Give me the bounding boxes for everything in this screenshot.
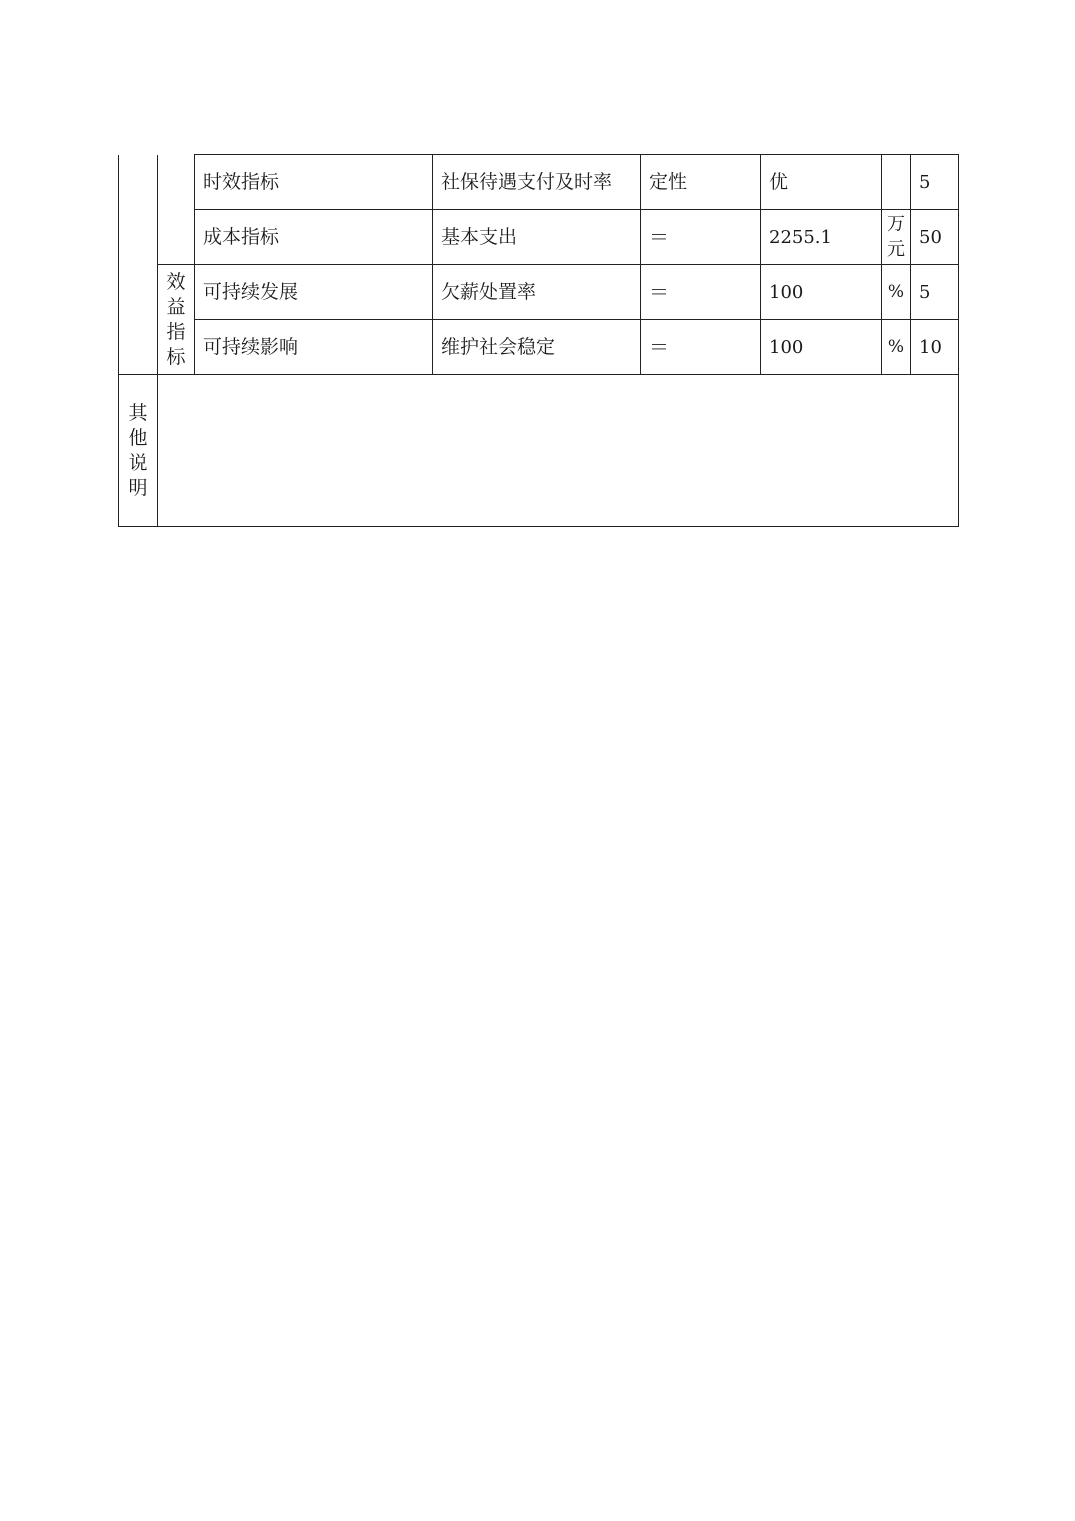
label-char: 益	[166, 295, 186, 318]
notes-content	[158, 375, 959, 527]
label-char: 标	[166, 345, 186, 368]
label-char: 其	[128, 401, 148, 424]
target-value-cell: 100	[761, 320, 882, 375]
level2-indicator-cell: 成本指标	[195, 210, 433, 265]
notes-row	[119, 375, 959, 527]
level3-indicator-cell: 欠薪处置率	[433, 265, 641, 320]
table-row	[119, 265, 959, 320]
level1-continuation-cell	[119, 155, 158, 375]
target-value-cell: 100	[761, 265, 882, 320]
level2-indicator-cell	[195, 320, 433, 375]
operator-cell: ＝	[641, 210, 761, 265]
unit-cell: %	[882, 265, 911, 320]
level3-indicator-cell: 维护社会稳定	[433, 320, 641, 375]
score-cell: 50	[911, 210, 959, 265]
table-row	[119, 320, 959, 375]
operator-cell: ＝	[641, 320, 761, 375]
table-row	[119, 155, 959, 210]
notes-label	[119, 375, 158, 527]
score-cell: 5	[911, 265, 959, 320]
benefit-indicator-label	[158, 265, 195, 375]
unit-cell	[882, 155, 911, 210]
level3-indicator-cell: 社保待遇支付及时率	[433, 155, 641, 210]
level3-indicator-cell: 基本支出	[433, 210, 641, 265]
unit-char: 万	[887, 214, 905, 235]
operator-cell: 定性	[641, 155, 761, 210]
operator-cell: ＝	[641, 265, 761, 320]
target-value-cell: 2255.1	[761, 210, 882, 265]
score-cell: 10	[911, 320, 959, 375]
label-char: 说	[128, 451, 148, 474]
label-char: 效	[166, 270, 186, 293]
label-char: 他	[128, 426, 148, 449]
level2-text: 可持续影响	[203, 335, 299, 358]
level2-indicator-cell	[195, 265, 433, 320]
unit-char: 元	[887, 239, 905, 260]
label-char: 指	[166, 320, 186, 343]
target-value-cell: 优	[761, 155, 882, 210]
unit-cell	[882, 210, 911, 265]
performance-indicator-table	[118, 154, 959, 527]
table-row	[119, 210, 959, 265]
label-char: 明	[128, 476, 148, 499]
output-continuation-cell	[158, 155, 195, 265]
level2-indicator-cell: 时效指标	[195, 155, 433, 210]
score-cell: 5	[911, 155, 959, 210]
level2-text: 可持续发展	[203, 280, 299, 303]
unit-cell: %	[882, 320, 911, 375]
